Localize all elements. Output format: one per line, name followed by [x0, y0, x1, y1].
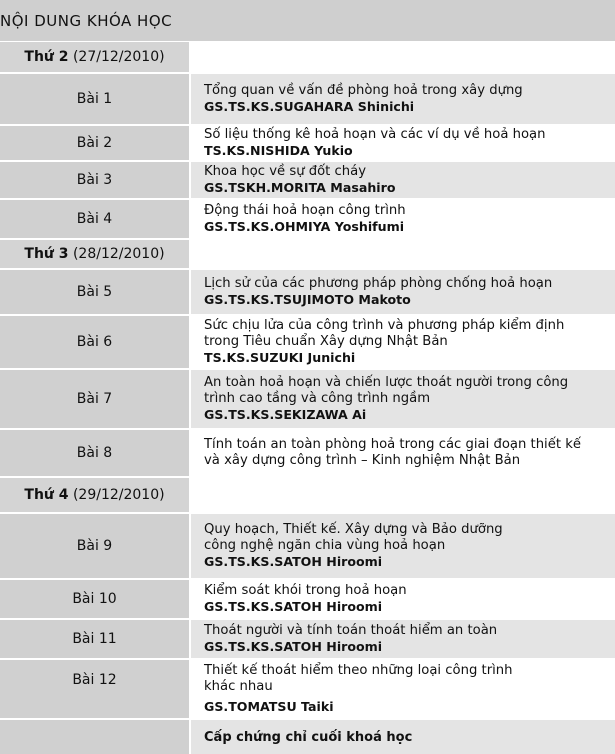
lesson-name: Bài 1: [0, 74, 189, 124]
lesson-title-line: khác nhau: [204, 679, 273, 694]
day-name: Thứ 2: [24, 49, 69, 65]
lesson-detail: [191, 660, 615, 718]
lesson-author: TS.KS.SUZUKI Junichi: [204, 350, 356, 365]
lesson-row: [0, 620, 615, 658]
lesson-detail: [191, 430, 615, 476]
day-label: [0, 42, 189, 72]
lesson-detail: [191, 126, 615, 160]
lesson-title-line: trong Tiêu chuẩn Xây dựng Nhật Bản: [204, 334, 448, 349]
footer-row: [0, 720, 615, 754]
lesson-row: [0, 270, 615, 314]
lesson-detail: [191, 514, 615, 578]
lesson-name: Bài 8: [0, 430, 189, 476]
lesson-name: Bài 9: [0, 514, 189, 578]
day-date: (27/12/2010): [72, 49, 165, 65]
lesson-row: [0, 200, 615, 238]
lesson-name: Bài 3: [0, 162, 189, 198]
lesson-name: Bài 12: [0, 660, 189, 718]
lesson-title: Kiểm soát khói trong hoả hoạn: [204, 583, 407, 598]
lesson-name: Bài 5: [0, 270, 189, 314]
lesson-author: GS.TOMATSU Taiki: [204, 699, 334, 714]
day-name: Thứ 4: [24, 487, 69, 503]
day-label: [0, 240, 189, 268]
lesson-author: GS.TS.KS.SATOH Hiroomi: [204, 554, 383, 569]
day-row: [0, 478, 615, 512]
lesson-detail: [191, 162, 615, 198]
day-date: (29/12/2010): [72, 487, 165, 503]
day-name: Thứ 3: [24, 246, 69, 262]
lesson-author: GS.TSKH.MORITA Masahiro: [204, 180, 396, 195]
lesson-title: Thoát người và tính toán thoát hiểm an toàn: [204, 623, 498, 638]
lesson-row: [0, 514, 615, 578]
lesson-detail: [191, 620, 615, 658]
lesson-title-line: Tính toán an toàn phòng hoả trong các giai đoạn thiết kế: [204, 437, 581, 452]
lesson-row: [0, 162, 615, 198]
lesson-name: Bài 11: [0, 620, 189, 658]
lesson-title-line: công nghệ ngăn chia vùng hoả hoạn: [204, 538, 446, 553]
lesson-title-line: Thiết kế thoát hiểm theo những loại công trình: [204, 663, 513, 678]
lesson-author: GS.TS.KS.SATOH Hiroomi: [204, 639, 383, 654]
lesson-title: Khoa học về sự đốt cháy: [204, 164, 367, 179]
lesson-author: GS.TS.KS.SUGAHARA Shinichi: [204, 99, 415, 114]
lesson-title: Số liệu thống kê hoả hoạn và các ví dụ về hoả hoạn: [204, 127, 546, 142]
lesson-detail: [191, 580, 615, 618]
day-row: [0, 42, 615, 72]
lesson-detail: [191, 74, 615, 124]
lesson-row: [0, 74, 615, 124]
certificate-note: Cấp chứng chỉ cuối khoá học: [191, 720, 615, 754]
lesson-title-line: Quy hoạch, Thiết kế. Xây dựng và Bảo dưỡng: [204, 522, 503, 537]
lesson-title-line: trình cao tầng và công trình ngầm: [204, 391, 431, 406]
lesson-name: Bài 4: [0, 200, 189, 238]
lesson-name: Bài 7: [0, 370, 189, 428]
lesson-row: [0, 660, 615, 718]
lesson-name: Bài 10: [0, 580, 189, 618]
lesson-author: GS.TS.KS.TSUJIMOTO Makoto: [204, 292, 411, 307]
lesson-title-line: An toàn hoả hoạn và chiến lược thoát người trong công: [204, 375, 569, 390]
lesson-author: GS.TS.KS.SEKIZAWA Ai: [204, 407, 367, 422]
lesson-title: Động thái hoả hoạn công trình: [204, 203, 406, 218]
lesson-title: Lịch sử của các phương pháp phòng chống hoả hoạn: [204, 276, 553, 291]
lesson-detail: [191, 370, 615, 428]
lesson-author: TS.KS.NISHIDA Yukio: [204, 143, 353, 158]
day-date: (28/12/2010): [72, 246, 165, 262]
lesson-row: [0, 430, 615, 476]
lesson-row: [0, 370, 615, 428]
lesson-title-line: Sức chịu lửa của công trình và phương pháp kiểm định: [204, 318, 565, 333]
lesson-row: [0, 580, 615, 618]
lesson-title: Tổng quan về vấn đề phòng hoả trong xây dựng: [204, 83, 523, 98]
lesson-author: GS.TS.KS.OHMIYA Yoshifumi: [204, 219, 405, 234]
lesson-row: [0, 316, 615, 368]
lesson-name: Bài 6: [0, 316, 189, 368]
lesson-detail: [191, 270, 615, 314]
lesson-name: Bài 2: [0, 126, 189, 160]
footer-left-cell: [0, 720, 189, 754]
lesson-detail: [191, 200, 615, 238]
page-title: NỘI DUNG KHÓA HỌC: [0, 0, 615, 41]
lesson-detail: [191, 316, 615, 368]
lesson-author: GS.TS.KS.SATOH Hiroomi: [204, 599, 383, 614]
lesson-title-line: và xây dựng công trình – Kinh nghiệm Nhật Bản: [204, 453, 521, 468]
day-row: [0, 240, 615, 268]
day-label: [0, 478, 189, 512]
lesson-row: [0, 126, 615, 160]
